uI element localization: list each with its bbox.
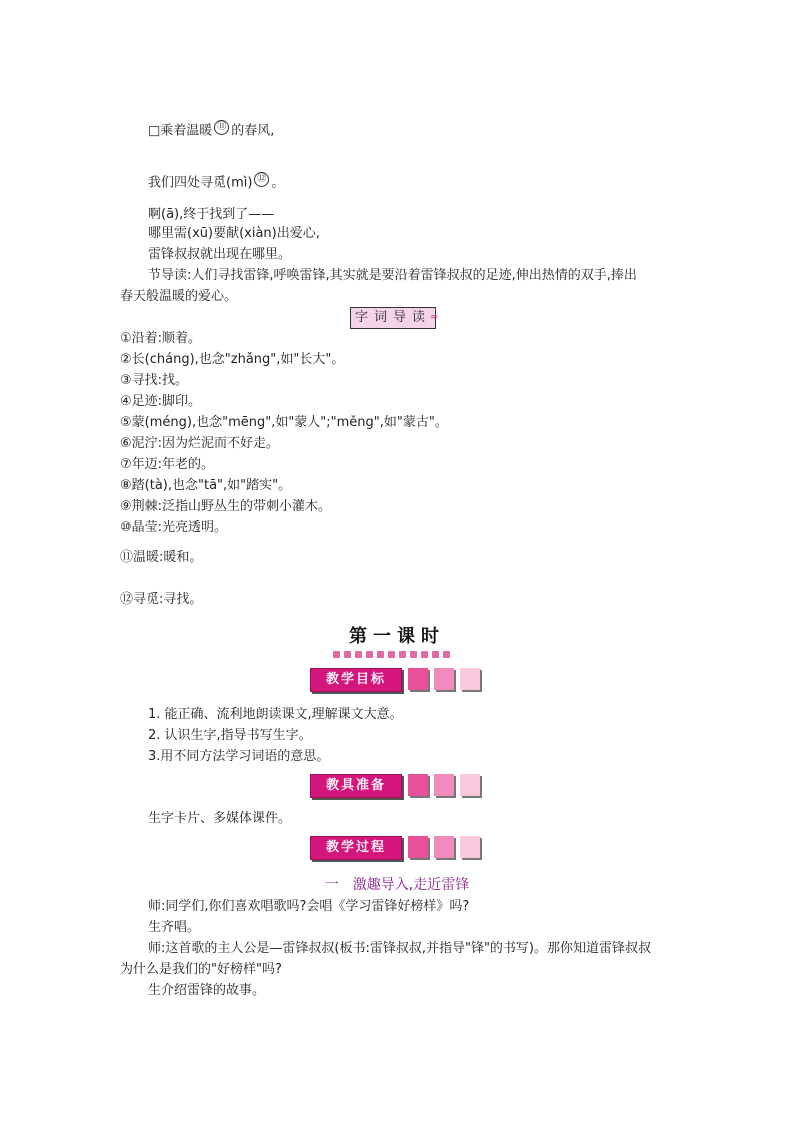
vocab-item: ⑪温暖:暖和。 bbox=[120, 550, 203, 565]
poem-line-2 bbox=[148, 172, 284, 192]
section-bar-prep bbox=[310, 774, 484, 800]
title-underline-dots bbox=[333, 647, 461, 657]
lesson-title: 第一课时 bbox=[349, 626, 445, 647]
bar-square bbox=[434, 774, 454, 796]
prep-label: 教具准备 bbox=[310, 774, 402, 798]
guide-line-2: 春天般温暖的爱心。 bbox=[120, 289, 238, 304]
vocab-item: ⑤蒙(méng),也念"mēng",如"蒙人";"měng",如"蒙古"。 bbox=[120, 415, 448, 430]
vocab-title: 字词导读 bbox=[350, 307, 436, 329]
process-paragraph: 师:同学们,你们喜欢唱歌吗?会唱《学习雷锋好榜样》吗? bbox=[148, 899, 470, 914]
vocab-item: ③寻找:找。 bbox=[120, 373, 189, 388]
poem-text: 。 bbox=[271, 175, 285, 191]
section-bar-goals bbox=[310, 668, 484, 694]
process-paragraph: 师:这首歌的主人公是—雷锋叔叔(板书:雷锋叔叔,并指导"锋"的书写)。那你知道雷锋叔叔 bbox=[148, 941, 651, 956]
process-paragraph: 为什么是我们的"好榜样"吗? bbox=[120, 962, 282, 977]
process-paragraph: 生齐唱。 bbox=[148, 920, 201, 935]
bar-square bbox=[408, 668, 428, 690]
vocab-item: ⑨荆棘:泛指山野丛生的带刺小灌木。 bbox=[120, 499, 332, 514]
poem-line-1 bbox=[148, 120, 274, 140]
footnote-marker: ⑪ bbox=[214, 120, 229, 135]
prep-text: 生字卡片、多媒体课件。 bbox=[148, 811, 292, 826]
bar-square bbox=[408, 774, 428, 796]
goal-item: 2. 认识生字,指导书写生字。 bbox=[148, 728, 312, 743]
goal-item: 1. 能正确、流利地朗读课文,理解课文大意。 bbox=[148, 707, 403, 722]
goal-item: 3.用不同方法学习词语的意思。 bbox=[148, 749, 330, 764]
vocab-item: ⑩晶莹:光亮透明。 bbox=[120, 520, 228, 535]
process-label: 教学过程 bbox=[310, 836, 402, 860]
poem-text: 我们四处寻觅(mì) bbox=[148, 175, 253, 191]
vocab-item: ①沿着:顺着。 bbox=[120, 331, 202, 346]
vocab-item: ⑧踏(tà),也念"tā",如"踏实"。 bbox=[120, 478, 292, 493]
process-paragraph: 生介绍雷锋的故事。 bbox=[148, 983, 266, 998]
vocab-item: ④足迹:脚印。 bbox=[120, 394, 202, 409]
poem-line-3: 啊(ā),终于找到了—— bbox=[148, 207, 275, 222]
section-bar-process bbox=[310, 836, 484, 862]
bar-square bbox=[460, 668, 480, 690]
vocab-item: ②长(cháng),也念"zhǎng",如"长大"。 bbox=[120, 352, 345, 367]
bar-square bbox=[408, 836, 428, 858]
vocab-item: ⑫寻觅:寻找。 bbox=[120, 592, 203, 607]
bar-square bbox=[460, 836, 480, 858]
bar-square bbox=[460, 774, 480, 796]
bar-square bbox=[434, 836, 454, 858]
vocab-item: ⑥泥泞:因为烂泥而不好走。 bbox=[120, 436, 280, 451]
poem-text: 的春风, bbox=[231, 123, 275, 139]
footnote-marker: ⑫ bbox=[254, 172, 269, 187]
poem-line-4: 哪里需(xū)要献(xiàn)出爱心, bbox=[148, 226, 320, 241]
guide-line-1: 节导读:人们寻找雷锋,呼唤雷锋,其实就是要沿着雷锋叔叔的足迹,伸出热情的双手,捧出 bbox=[148, 268, 637, 283]
bar-square bbox=[434, 668, 454, 690]
vocab-item: ⑦年迈:年老的。 bbox=[120, 457, 215, 472]
section-heading: 一 激趣导入,走近雷锋 bbox=[324, 877, 470, 893]
poem-text: □乘着温暖 bbox=[148, 123, 213, 139]
goals-label: 教学目标 bbox=[310, 668, 402, 692]
poem-line-5: 雷锋叔叔就出现在哪里。 bbox=[148, 247, 292, 262]
vocab-tail-icon: ≈ bbox=[430, 312, 439, 323]
